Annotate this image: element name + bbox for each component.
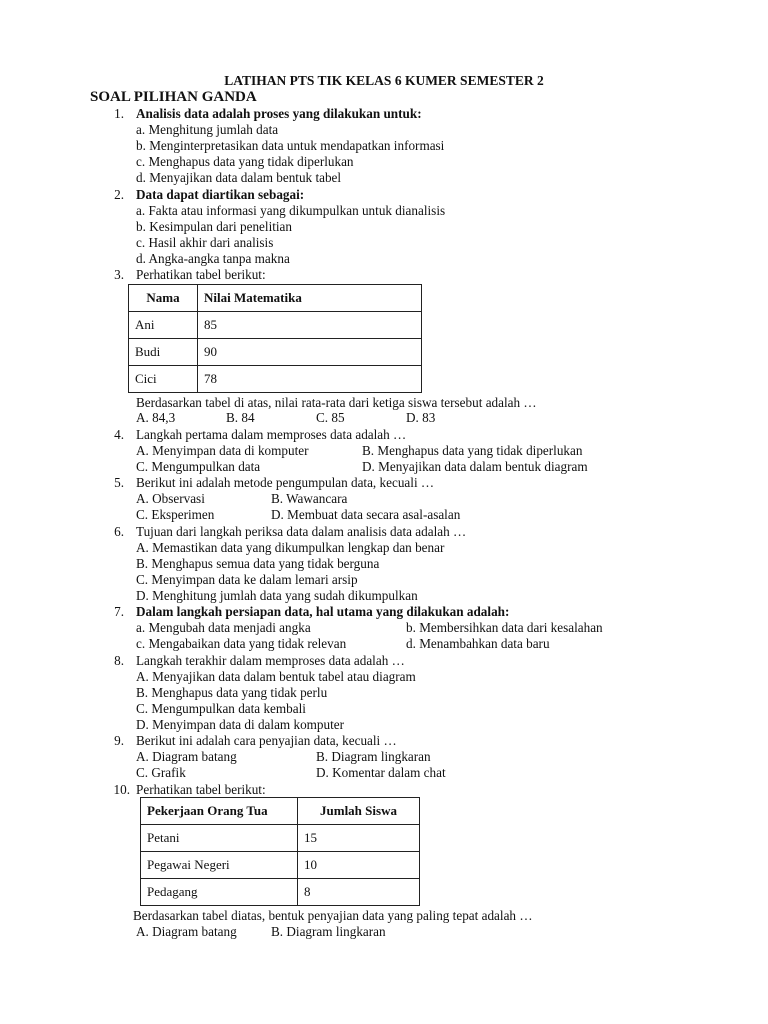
option-c: C. Menyimpan data ke dalam lemari arsip bbox=[136, 572, 358, 587]
question-text: Analisis data adalah proses yang dilakukan untuk: bbox=[136, 106, 422, 121]
option-d: d. Menambahkan data baru bbox=[406, 636, 550, 651]
question-number: 3. bbox=[114, 267, 124, 282]
question-text: Perhatikan tabel berikut: bbox=[136, 267, 266, 282]
option-d: D. 83 bbox=[406, 410, 436, 425]
table-row bbox=[141, 825, 420, 852]
option-d: D. Menghitung jumlah data yang sudah dikumpulkan bbox=[136, 588, 418, 603]
option-a: a. Menghitung jumlah data bbox=[136, 122, 279, 137]
table-cell: 90 bbox=[198, 339, 422, 366]
option-a: A. Observasi bbox=[136, 491, 205, 506]
table-row bbox=[129, 312, 422, 339]
question-number: 6. bbox=[114, 524, 124, 539]
option-c: c. Menghapus data yang tidak diperlukan bbox=[136, 154, 354, 169]
table-cell: Petani bbox=[141, 825, 298, 852]
option-c: C. Eksperimen bbox=[136, 507, 215, 522]
table-row bbox=[129, 339, 422, 366]
question-number: 5. bbox=[114, 475, 124, 490]
table-row bbox=[129, 366, 422, 393]
table-cell: Ani bbox=[129, 312, 198, 339]
page-title: LATIHAN PTS TIK KELAS 6 KUMER SEMESTER 2 bbox=[224, 73, 544, 88]
option-b: B. Diagram lingkaran bbox=[316, 749, 431, 764]
option-a: A. Memastikan data yang dikumpulkan lengkap dan benar bbox=[136, 540, 445, 555]
option-a: A. Menyimpan data di komputer bbox=[136, 443, 309, 458]
score-table bbox=[128, 284, 422, 393]
option-c: c. Mengabaikan data yang tidak relevan bbox=[136, 636, 347, 651]
question-text: Langkah pertama dalam memproses data adalah … bbox=[136, 427, 407, 442]
option-b: B. Wawancara bbox=[271, 491, 348, 506]
question-text: Berikut ini adalah metode pengumpulan data, kecuali … bbox=[136, 475, 435, 490]
option-d: D. Komentar dalam chat bbox=[316, 765, 446, 780]
option-a: A. Diagram batang bbox=[136, 749, 237, 764]
option-b: b. Membersihkan data dari kesalahan bbox=[406, 620, 603, 635]
question-text: Perhatikan tabel berikut: bbox=[136, 782, 266, 797]
table-cell: 78 bbox=[198, 366, 422, 393]
table-row bbox=[141, 879, 420, 906]
table-cell: 15 bbox=[298, 825, 420, 852]
option-c: C. Mengumpulkan data bbox=[136, 459, 261, 474]
option-c: c. Hasil akhir dari analisis bbox=[136, 235, 274, 250]
option-c: C. Grafik bbox=[136, 765, 186, 780]
table-header: Pekerjaan Orang Tua bbox=[141, 798, 298, 825]
option-b: b. Kesimpulan dari penelitian bbox=[136, 219, 293, 234]
question-followup: Berdasarkan tabel di atas, nilai rata-rata dari ketiga siswa tersebut adalah … bbox=[136, 395, 537, 410]
option-b: B. Menghapus data yang tidak diperlukan bbox=[362, 443, 583, 458]
table-header: Nilai Matematika bbox=[198, 285, 422, 312]
table-cell: Cici bbox=[129, 366, 198, 393]
option-b: b. Menginterpretasikan data untuk mendapatkan informasi bbox=[136, 138, 445, 153]
question-number: 9. bbox=[114, 733, 124, 748]
option-a: a. Mengubah data menjadi angka bbox=[136, 620, 311, 635]
question-text: Berikut ini adalah cara penyajian data, kecuali … bbox=[136, 733, 397, 748]
question-number: 10. bbox=[113, 782, 130, 797]
option-b: B. Menghapus semua data yang tidak berguna bbox=[136, 556, 380, 571]
option-d: D. Menyajikan data dalam bentuk diagram bbox=[362, 459, 588, 474]
question-number: 8. bbox=[114, 653, 124, 668]
table-cell: Pedagang bbox=[141, 879, 298, 906]
table-header-row bbox=[129, 285, 422, 312]
table-cell: 10 bbox=[298, 852, 420, 879]
option-a: A. Diagram batang bbox=[136, 924, 237, 939]
option-a: a. Fakta atau informasi yang dikumpulkan untuk dianalisis bbox=[136, 203, 446, 218]
option-d: d. Angka-angka tanpa makna bbox=[136, 251, 290, 266]
table-cell: Pegawai Negeri bbox=[141, 852, 298, 879]
option-b: B. Menghapus data yang tidak perlu bbox=[136, 685, 328, 700]
option-b: B. 84 bbox=[226, 410, 255, 425]
question-text: Dalam langkah persiapan data, hal utama yang dilakukan adalah: bbox=[136, 604, 510, 619]
table-cell: Budi bbox=[129, 339, 198, 366]
option-b: B. Diagram lingkaran bbox=[271, 924, 386, 939]
table-cell: 8 bbox=[298, 879, 420, 906]
option-a: A. 84,3 bbox=[136, 410, 176, 425]
table-cell: 85 bbox=[198, 312, 422, 339]
question-text: Tujuan dari langkah periksa data dalam analisis data adalah … bbox=[136, 524, 467, 539]
parent-job-table bbox=[140, 797, 420, 906]
option-d: D. Menyimpan data di dalam komputer bbox=[136, 717, 345, 732]
question-text: Data dapat diartikan sebagai: bbox=[136, 187, 305, 202]
question-number: 7. bbox=[114, 604, 124, 619]
option-a: A. Menyajikan data dalam bentuk tabel atau diagram bbox=[136, 669, 416, 684]
table-row bbox=[141, 852, 420, 879]
table-header-row bbox=[141, 798, 420, 825]
option-c: C. 85 bbox=[316, 410, 345, 425]
question-number: 2. bbox=[114, 187, 124, 202]
question-text: Langkah terakhir dalam memproses data adalah … bbox=[136, 653, 405, 668]
table-header: Nama bbox=[129, 285, 198, 312]
section-heading: SOAL PILIHAN GANDA bbox=[90, 89, 257, 105]
question-number: 4. bbox=[114, 427, 124, 442]
question-number: 1. bbox=[114, 106, 124, 121]
option-d: d. Menyajikan data dalam bentuk tabel bbox=[136, 170, 342, 185]
question-followup: Berdasarkan tabel diatas, bentuk penyajian data yang paling tepat adalah … bbox=[133, 908, 533, 923]
table-header: Jumlah Siswa bbox=[298, 798, 420, 825]
option-d: D. Membuat data secara asal-asalan bbox=[271, 507, 461, 522]
option-c: C. Mengumpulkan data kembali bbox=[136, 701, 306, 716]
